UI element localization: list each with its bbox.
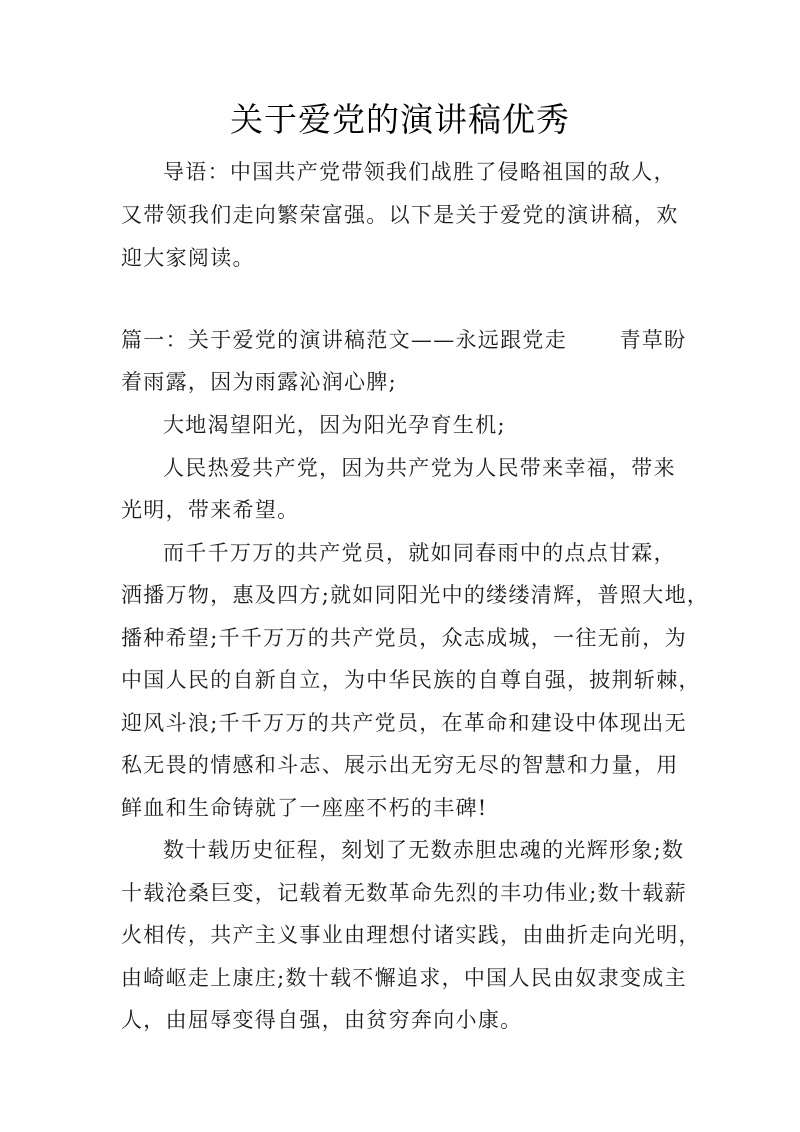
body-line: 十载沧桑巨变，记载着无数革命先烈的丰功伟业;数十载薪 — [121, 881, 687, 905]
body-line: 人，由屈辱变得自强，由贫穷奔向小康。 — [121, 1008, 523, 1032]
body-line: 私无畏的情感和斗志、展示出无穷无尽的智慧和力量，用 — [121, 753, 679, 777]
body-line: 洒播万物，惠及四方;就如同阳光中的缕缕清辉，普照大地， — [121, 583, 710, 607]
body-line: 迎风斗浪;千千万万的共产党员，在革命和建设中体现出无 — [121, 711, 687, 735]
body-line: 鲜血和生命铸就了一座座不朽的丰碑! — [121, 796, 488, 820]
body-line: 大地渴望阳光，因为阳光孕育生机; — [163, 413, 506, 437]
intro-line: 迎大家阅读。 — [121, 246, 255, 270]
body-line: 光明，带来希望。 — [121, 498, 300, 522]
section-heading-line: 篇一：关于爱党的演讲稿范文——永远跟党走 青草盼 — [121, 328, 687, 352]
body-line: 数十载历史征程，刻划了无数赤胆忠魂的光辉形象;数 — [163, 838, 685, 862]
body-line: 由崎岖走上康庄;数十载不懈追求，中国人民由奴隶变成主 — [121, 966, 687, 990]
body-line: 人民热爱共产党，因为共产党为人民带来幸福，带来 — [163, 456, 676, 480]
intro-line: 又带领我们走向繁荣富强。以下是关于爱党的演讲稿，欢 — [121, 203, 679, 227]
body-line: 火相传，共产主义事业由理想付诸实践，由曲折走向光明， — [121, 923, 701, 947]
body-line: 中国人民的自新自立，为中华民族的自尊自强，披荆斩棘， — [121, 668, 701, 692]
body-line: 着雨露，因为雨露沁润心脾; — [121, 370, 397, 394]
body-line: 而千千万万的共产党员，就如同春雨中的点点甘霖， — [163, 541, 676, 565]
intro-line: 导语：中国共产党带领我们战胜了侵略祖国的敌人， — [163, 160, 676, 184]
document-title: 关于爱党的演讲稿优秀 — [230, 100, 570, 139]
body-line: 播种希望;千千万万的共产党员，众志成城，一往无前，为 — [121, 626, 687, 650]
